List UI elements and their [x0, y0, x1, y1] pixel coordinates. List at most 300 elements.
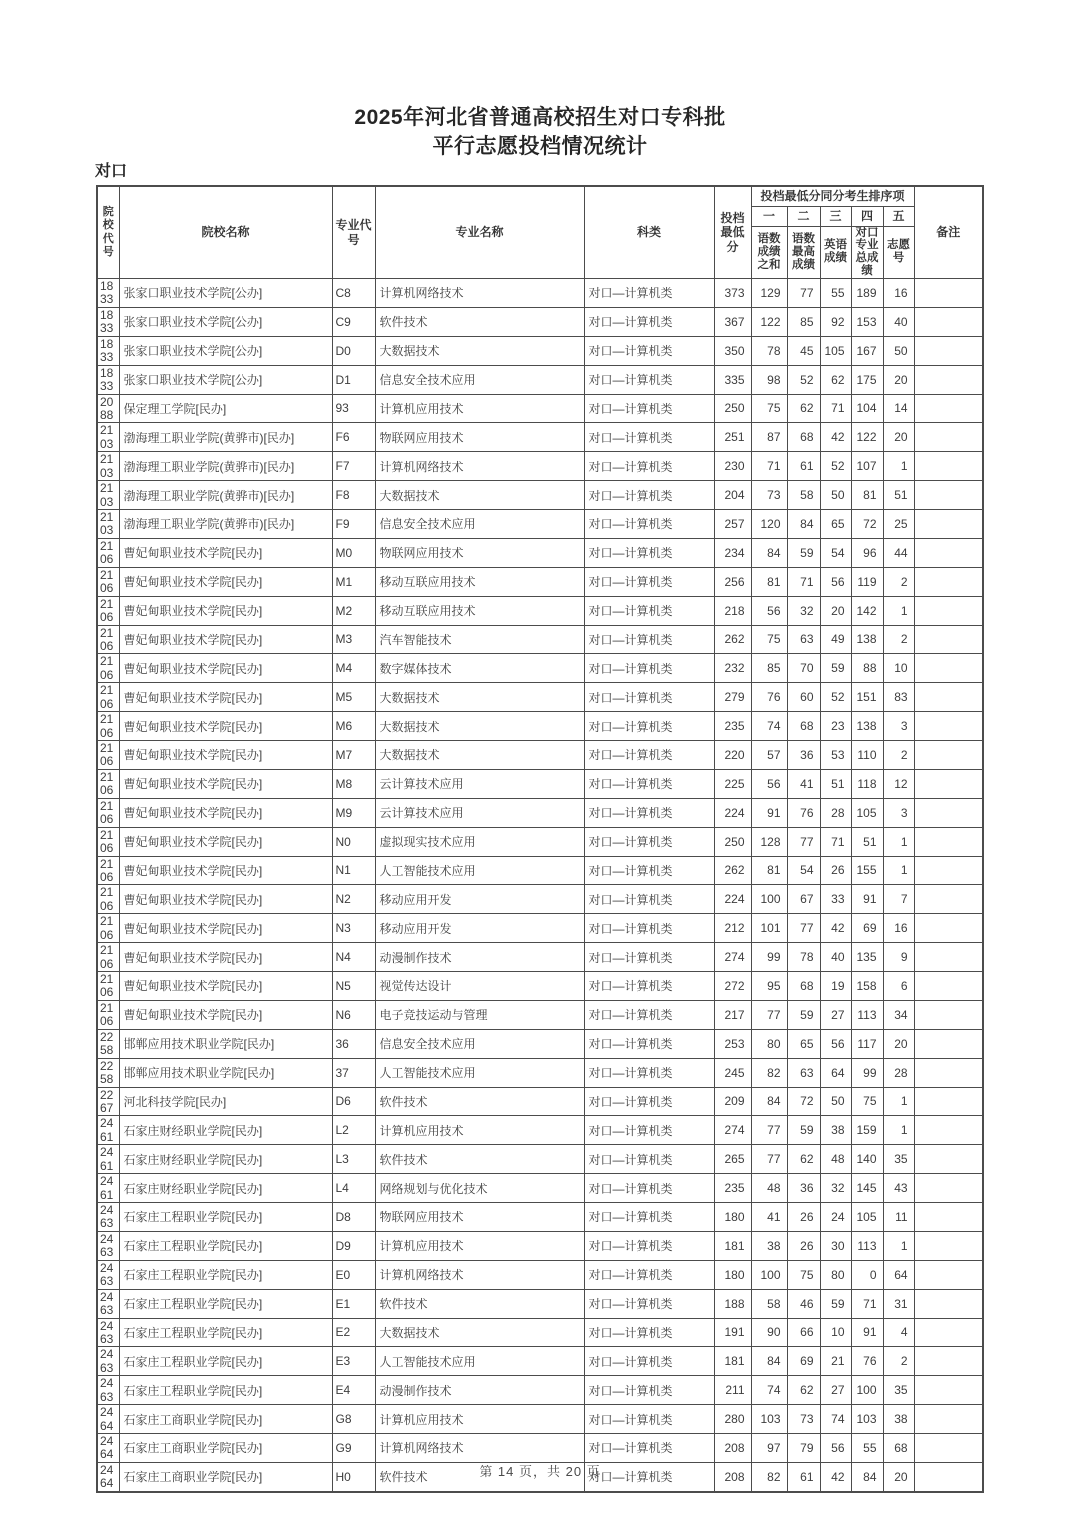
subject-category-cell: 对口—计算机类 — [584, 856, 714, 885]
min-score-cell: 208 — [714, 1434, 751, 1463]
remark-cell — [914, 365, 983, 394]
major-code-cell: M6 — [332, 712, 375, 741]
tiebreak-5-cell: 2 — [883, 1347, 914, 1376]
major-code-cell: M4 — [332, 654, 375, 683]
min-score-cell: 256 — [714, 567, 751, 596]
tiebreak-1-cell: 48 — [751, 1174, 787, 1203]
tiebreak-1-cell: 56 — [751, 596, 787, 625]
college-code-cell: 2106 — [97, 596, 119, 625]
remark-cell — [914, 481, 983, 510]
college-code-cell: 2088 — [97, 394, 119, 423]
tiebreak-2-cell: 59 — [787, 1116, 820, 1145]
tiebreak-3-cell: 65 — [820, 510, 851, 539]
min-score-cell: 218 — [714, 596, 751, 625]
major-name-cell: 大数据技术 — [375, 683, 584, 712]
page-title — [0, 103, 1080, 161]
subject-category-cell: 对口—计算机类 — [584, 1029, 714, 1058]
subject-category-cell: 对口—计算机类 — [584, 596, 714, 625]
subject-category-cell: 对口—计算机类 — [584, 1260, 714, 1289]
tiebreak-1-cell: 85 — [751, 654, 787, 683]
subject-category-cell: 对口—计算机类 — [584, 1087, 714, 1116]
tiebreak-1-cell: 84 — [751, 538, 787, 567]
subject-category-cell: 对口—计算机类 — [584, 683, 714, 712]
college-name-cell: 曹妃甸职业技术学院[民办] — [119, 683, 332, 712]
tiebreak-2-cell: 62 — [787, 394, 820, 423]
tiebreak-2-cell: 77 — [787, 914, 820, 943]
min-score-cell: 211 — [714, 1376, 751, 1405]
major-code-cell: 37 — [332, 1058, 375, 1087]
college-name-cell: 曹妃甸职业技术学院[民办] — [119, 625, 332, 654]
remark-cell — [914, 1318, 983, 1347]
major-name-cell: 动漫制作技术 — [375, 943, 584, 972]
college-name-cell: 石家庄工商职业学院[民办] — [119, 1462, 332, 1491]
tiebreak-5-cell: 16 — [883, 279, 914, 308]
college-code-cell: 2106 — [97, 654, 119, 683]
major-code-cell: 93 — [332, 394, 375, 423]
table-row — [97, 567, 983, 596]
tiebreak-4-cell: 151 — [851, 683, 883, 712]
min-score-cell: 181 — [714, 1347, 751, 1376]
tiebreak-4-cell: 145 — [851, 1174, 883, 1203]
header-tiebreak-5-num: 五 — [883, 206, 914, 226]
remark-cell — [914, 943, 983, 972]
college-name-cell: 曹妃甸职业技术学院[民办] — [119, 741, 332, 770]
min-score-cell: 251 — [714, 423, 751, 452]
tiebreak-4-cell: 135 — [851, 943, 883, 972]
subject-category-cell: 对口—计算机类 — [584, 510, 714, 539]
min-score-cell: 253 — [714, 1029, 751, 1058]
remark-cell — [914, 885, 983, 914]
major-name-cell: 人工智能技术应用 — [375, 1347, 584, 1376]
subject-category-cell: 对口—计算机类 — [584, 538, 714, 567]
header-college-name: 院校名称 — [119, 186, 332, 279]
college-name-cell: 石家庄工程职业学院[民办] — [119, 1318, 332, 1347]
tiebreak-2-cell: 68 — [787, 712, 820, 741]
college-name-cell: 曹妃甸职业技术学院[民办] — [119, 596, 332, 625]
remark-cell — [914, 972, 983, 1001]
remark-cell — [914, 1029, 983, 1058]
tiebreak-1-cell: 129 — [751, 279, 787, 308]
tiebreak-2-cell: 73 — [787, 1405, 820, 1434]
college-name-cell: 渤海理工职业学院(黄骅市)[民办] — [119, 510, 332, 539]
major-name-cell: 软件技术 — [375, 1289, 584, 1318]
remark-cell — [914, 567, 983, 596]
subject-category-cell: 对口—计算机类 — [584, 625, 714, 654]
min-score-cell: 234 — [714, 538, 751, 567]
tiebreak-2-cell: 70 — [787, 654, 820, 683]
major-name-cell: 移动互联应用技术 — [375, 567, 584, 596]
college-code-cell: 2463 — [97, 1289, 119, 1318]
tiebreak-2-cell: 61 — [787, 1462, 820, 1491]
major-name-cell: 大数据技术 — [375, 741, 584, 770]
tiebreak-4-cell: 189 — [851, 279, 883, 308]
college-code-cell: 2258 — [97, 1029, 119, 1058]
table-row — [97, 712, 983, 741]
tiebreak-1-cell: 73 — [751, 481, 787, 510]
tiebreak-2-cell: 59 — [787, 538, 820, 567]
min-score-cell: 217 — [714, 1000, 751, 1029]
tiebreak-5-cell: 51 — [883, 481, 914, 510]
college-code-cell: 2461 — [97, 1174, 119, 1203]
table-row — [97, 972, 983, 1001]
header-min-score: 投档最低分 — [714, 186, 751, 279]
min-score-cell: 191 — [714, 1318, 751, 1347]
table-row — [97, 1376, 983, 1405]
remark-cell — [914, 1116, 983, 1145]
major-name-cell: 信息安全技术应用 — [375, 510, 584, 539]
major-name-cell: 云计算技术应用 — [375, 769, 584, 798]
major-code-cell: F7 — [332, 452, 375, 481]
header-major-code: 专业代号 — [332, 186, 375, 279]
college-code-cell: 2106 — [97, 712, 119, 741]
table-row — [97, 856, 983, 885]
major-name-cell: 数字媒体技术 — [375, 654, 584, 683]
major-code-cell: M1 — [332, 567, 375, 596]
subject-category-cell: 对口—计算机类 — [584, 1376, 714, 1405]
tiebreak-3-cell: 23 — [820, 712, 851, 741]
tiebreak-1-cell: 91 — [751, 798, 787, 827]
major-code-cell: E0 — [332, 1260, 375, 1289]
tiebreak-3-cell: 33 — [820, 885, 851, 914]
tiebreak-3-cell: 105 — [820, 336, 851, 365]
tiebreak-4-cell: 104 — [851, 394, 883, 423]
tiebreak-1-cell: 41 — [751, 1203, 787, 1232]
remark-cell — [914, 683, 983, 712]
min-score-cell: 373 — [714, 279, 751, 308]
tiebreak-4-cell: 0 — [851, 1260, 883, 1289]
table-row — [97, 1000, 983, 1029]
college-name-cell: 张家口职业技术学院[公办] — [119, 307, 332, 336]
tiebreak-2-cell: 68 — [787, 972, 820, 1001]
tiebreak-1-cell: 81 — [751, 567, 787, 596]
table-row — [97, 1058, 983, 1087]
tiebreak-2-cell: 72 — [787, 1087, 820, 1116]
remark-cell — [914, 452, 983, 481]
major-name-cell: 大数据技术 — [375, 481, 584, 510]
remark-cell — [914, 336, 983, 365]
table-row — [97, 914, 983, 943]
subject-category-cell: 对口—计算机类 — [584, 567, 714, 596]
table-row — [97, 1087, 983, 1116]
tiebreak-3-cell: 42 — [820, 423, 851, 452]
tiebreak-5-cell: 1 — [883, 1231, 914, 1260]
major-code-cell: E4 — [332, 1376, 375, 1405]
remark-cell — [914, 307, 983, 336]
remark-cell — [914, 741, 983, 770]
subject-category-cell: 对口—计算机类 — [584, 279, 714, 308]
min-score-cell: 235 — [714, 712, 751, 741]
major-name-cell: 软件技术 — [375, 1145, 584, 1174]
college-code-cell: 2106 — [97, 943, 119, 972]
tiebreak-4-cell: 100 — [851, 1376, 883, 1405]
min-score-cell: 212 — [714, 914, 751, 943]
header-tiebreak-5-label: 志愿号 — [883, 226, 914, 279]
tiebreak-1-cell: 82 — [751, 1462, 787, 1491]
tiebreak-3-cell: 49 — [820, 625, 851, 654]
tiebreak-4-cell: 91 — [851, 1318, 883, 1347]
tiebreak-5-cell: 20 — [883, 1029, 914, 1058]
tiebreak-5-cell: 20 — [883, 365, 914, 394]
tiebreak-4-cell: 55 — [851, 1434, 883, 1463]
major-code-cell: L3 — [332, 1145, 375, 1174]
table-header — [97, 186, 983, 279]
college-code-cell: 2103 — [97, 510, 119, 539]
tiebreak-3-cell: 71 — [820, 394, 851, 423]
major-code-cell: M0 — [332, 538, 375, 567]
tiebreak-1-cell: 101 — [751, 914, 787, 943]
subject-category-cell: 对口—计算机类 — [584, 827, 714, 856]
tiebreak-3-cell: 20 — [820, 596, 851, 625]
remark-cell — [914, 712, 983, 741]
major-code-cell: N0 — [332, 827, 375, 856]
college-name-cell: 曹妃甸职业技术学院[民办] — [119, 856, 332, 885]
table-row — [97, 1174, 983, 1203]
college-code-cell: 1833 — [97, 279, 119, 308]
tiebreak-3-cell: 62 — [820, 365, 851, 394]
major-code-cell: C8 — [332, 279, 375, 308]
college-name-cell: 石家庄工程职业学院[民办] — [119, 1260, 332, 1289]
college-code-cell: 2464 — [97, 1462, 119, 1491]
subject-category-cell: 对口—计算机类 — [584, 423, 714, 452]
table-row — [97, 423, 983, 452]
tiebreak-1-cell: 98 — [751, 365, 787, 394]
tiebreak-2-cell: 52 — [787, 365, 820, 394]
subject-category-cell: 对口—计算机类 — [584, 769, 714, 798]
tiebreak-1-cell: 78 — [751, 336, 787, 365]
tiebreak-2-cell: 75 — [787, 1260, 820, 1289]
min-score-cell: 279 — [714, 683, 751, 712]
college-code-cell: 2103 — [97, 423, 119, 452]
subject-category-cell: 对口—计算机类 — [584, 1174, 714, 1203]
tiebreak-3-cell: 42 — [820, 914, 851, 943]
remark-cell — [914, 279, 983, 308]
college-name-cell: 曹妃甸职业技术学院[民办] — [119, 798, 332, 827]
min-score-cell: 350 — [714, 336, 751, 365]
major-code-cell: M9 — [332, 798, 375, 827]
college-code-cell: 2463 — [97, 1203, 119, 1232]
tiebreak-4-cell: 153 — [851, 307, 883, 336]
tiebreak-4-cell: 72 — [851, 510, 883, 539]
major-name-cell: 移动互联应用技术 — [375, 596, 584, 625]
min-score-cell: 262 — [714, 856, 751, 885]
tiebreak-3-cell: 42 — [820, 1462, 851, 1491]
header-college-code: 院校代号 — [97, 186, 119, 279]
table-row — [97, 279, 983, 308]
remark-cell — [914, 625, 983, 654]
table-row — [97, 798, 983, 827]
tiebreak-2-cell: 60 — [787, 683, 820, 712]
major-code-cell: E2 — [332, 1318, 375, 1347]
table-row — [97, 741, 983, 770]
tiebreak-5-cell: 38 — [883, 1405, 914, 1434]
major-code-cell: M7 — [332, 741, 375, 770]
subject-category-cell: 对口—计算机类 — [584, 1289, 714, 1318]
tiebreak-2-cell: 41 — [787, 769, 820, 798]
remark-cell — [914, 1058, 983, 1087]
major-code-cell: G9 — [332, 1434, 375, 1463]
college-code-cell: 2464 — [97, 1434, 119, 1463]
subject-category-cell: 对口—计算机类 — [584, 741, 714, 770]
tiebreak-3-cell: 26 — [820, 856, 851, 885]
table-row — [97, 885, 983, 914]
tiebreak-1-cell: 87 — [751, 423, 787, 452]
major-code-cell: M3 — [332, 625, 375, 654]
tiebreak-2-cell: 36 — [787, 741, 820, 770]
college-name-cell: 曹妃甸职业技术学院[民办] — [119, 914, 332, 943]
tiebreak-1-cell: 100 — [751, 1260, 787, 1289]
tiebreak-4-cell: 142 — [851, 596, 883, 625]
table-row — [97, 1347, 983, 1376]
tiebreak-3-cell: 54 — [820, 538, 851, 567]
tiebreak-1-cell: 75 — [751, 625, 787, 654]
tiebreak-4-cell: 71 — [851, 1289, 883, 1318]
min-score-cell: 245 — [714, 1058, 751, 1087]
tiebreak-2-cell: 32 — [787, 596, 820, 625]
tiebreak-2-cell: 67 — [787, 885, 820, 914]
tiebreak-4-cell: 138 — [851, 712, 883, 741]
remark-cell — [914, 1087, 983, 1116]
college-code-cell: 2106 — [97, 827, 119, 856]
header-tiebreak-4-label: 对口专业总成绩 — [851, 226, 883, 279]
min-score-cell: 274 — [714, 1116, 751, 1145]
table-row — [97, 394, 983, 423]
tiebreak-1-cell: 75 — [751, 394, 787, 423]
tiebreak-4-cell: 117 — [851, 1029, 883, 1058]
college-code-cell: 2106 — [97, 538, 119, 567]
tiebreak-4-cell: 118 — [851, 769, 883, 798]
tiebreak-1-cell: 95 — [751, 972, 787, 1001]
tiebreak-3-cell: 27 — [820, 1000, 851, 1029]
college-name-cell: 石家庄工程职业学院[民办] — [119, 1203, 332, 1232]
tiebreak-2-cell: 26 — [787, 1203, 820, 1232]
min-score-cell: 250 — [714, 827, 751, 856]
college-code-cell: 2463 — [97, 1347, 119, 1376]
table-row — [97, 1145, 983, 1174]
table-row — [97, 1029, 983, 1058]
tiebreak-4-cell: 91 — [851, 885, 883, 914]
min-score-cell: 235 — [714, 1174, 751, 1203]
subject-category-cell: 对口—计算机类 — [584, 394, 714, 423]
page-number: 第 14 页，共 20 页 — [479, 1464, 601, 1479]
tiebreak-3-cell: 64 — [820, 1058, 851, 1087]
table-row — [97, 336, 983, 365]
min-score-cell: 280 — [714, 1405, 751, 1434]
college-code-cell: 2103 — [97, 481, 119, 510]
tiebreak-5-cell: 83 — [883, 683, 914, 712]
tiebreak-5-cell: 64 — [883, 1260, 914, 1289]
page-title-line2: 平行志愿投档情况统计 — [432, 135, 648, 158]
major-name-cell: 计算机网络技术 — [375, 279, 584, 308]
table-row — [97, 596, 983, 625]
tiebreak-5-cell: 14 — [883, 394, 914, 423]
subject-category-cell: 对口—计算机类 — [584, 1462, 714, 1491]
college-name-cell: 石家庄财经职业学院[民办] — [119, 1145, 332, 1174]
subject-category-cell: 对口—计算机类 — [584, 1116, 714, 1145]
tiebreak-4-cell: 96 — [851, 538, 883, 567]
tiebreak-4-cell: 105 — [851, 1203, 883, 1232]
tiebreak-2-cell: 26 — [787, 1231, 820, 1260]
tiebreak-5-cell: 1 — [883, 1116, 914, 1145]
tiebreak-1-cell: 100 — [751, 885, 787, 914]
college-code-cell: 2106 — [97, 914, 119, 943]
college-code-cell: 2464 — [97, 1405, 119, 1434]
major-name-cell: 软件技术 — [375, 1087, 584, 1116]
tiebreak-4-cell: 51 — [851, 827, 883, 856]
subject-category-cell: 对口—计算机类 — [584, 972, 714, 1001]
college-name-cell: 曹妃甸职业技术学院[民办] — [119, 1000, 332, 1029]
tiebreak-4-cell: 159 — [851, 1116, 883, 1145]
tiebreak-3-cell: 50 — [820, 481, 851, 510]
tiebreak-1-cell: 82 — [751, 1058, 787, 1087]
tiebreak-1-cell: 74 — [751, 712, 787, 741]
subject-category-cell: 对口—计算机类 — [584, 798, 714, 827]
major-code-cell: N4 — [332, 943, 375, 972]
college-name-cell: 张家口职业技术学院[公办] — [119, 279, 332, 308]
major-name-cell: 人工智能技术应用 — [375, 1058, 584, 1087]
table-row — [97, 1405, 983, 1434]
major-name-cell: 信息安全技术应用 — [375, 1029, 584, 1058]
header-tiebreak-2-num: 二 — [787, 206, 820, 226]
tiebreak-4-cell: 122 — [851, 423, 883, 452]
tiebreak-5-cell: 43 — [883, 1174, 914, 1203]
college-code-cell: 2463 — [97, 1376, 119, 1405]
college-code-cell: 2106 — [97, 798, 119, 827]
tiebreak-4-cell: 110 — [851, 741, 883, 770]
remark-cell — [914, 1174, 983, 1203]
college-code-cell: 2463 — [97, 1231, 119, 1260]
tiebreak-5-cell: 35 — [883, 1376, 914, 1405]
college-name-cell: 曹妃甸职业技术学院[民办] — [119, 712, 332, 741]
tiebreak-2-cell: 61 — [787, 452, 820, 481]
remark-cell — [914, 510, 983, 539]
tiebreak-3-cell: 51 — [820, 769, 851, 798]
tiebreak-4-cell: 81 — [851, 481, 883, 510]
college-code-cell: 1833 — [97, 307, 119, 336]
major-name-cell: 计算机网络技术 — [375, 1434, 584, 1463]
major-name-cell: 计算机网络技术 — [375, 452, 584, 481]
college-name-cell: 曹妃甸职业技术学院[民办] — [119, 943, 332, 972]
tiebreak-3-cell: 24 — [820, 1203, 851, 1232]
college-code-cell: 2106 — [97, 769, 119, 798]
min-score-cell: 272 — [714, 972, 751, 1001]
tiebreak-3-cell: 21 — [820, 1347, 851, 1376]
subject-category-cell: 对口—计算机类 — [584, 452, 714, 481]
tiebreak-3-cell: 48 — [820, 1145, 851, 1174]
tiebreak-4-cell: 119 — [851, 567, 883, 596]
tiebreak-1-cell: 77 — [751, 1145, 787, 1174]
tiebreak-3-cell: 40 — [820, 943, 851, 972]
tiebreak-3-cell: 30 — [820, 1231, 851, 1260]
major-code-cell: 36 — [332, 1029, 375, 1058]
major-name-cell: 动漫制作技术 — [375, 1376, 584, 1405]
major-name-cell: 网络规划与优化技术 — [375, 1174, 584, 1203]
subject-category-cell: 对口—计算机类 — [584, 943, 714, 972]
tiebreak-5-cell: 1 — [883, 856, 914, 885]
tiebreak-1-cell: 71 — [751, 452, 787, 481]
college-name-cell: 邯郸应用技术职业学院[民办] — [119, 1029, 332, 1058]
tiebreak-3-cell: 10 — [820, 1318, 851, 1347]
major-name-cell: 物联网应用技术 — [375, 423, 584, 452]
tiebreak-2-cell: 71 — [787, 567, 820, 596]
subject-category-cell: 对口—计算机类 — [584, 1000, 714, 1029]
major-code-cell: M2 — [332, 596, 375, 625]
tiebreak-1-cell: 84 — [751, 1347, 787, 1376]
major-name-cell: 移动应用开发 — [375, 885, 584, 914]
table-row — [97, 1318, 983, 1347]
major-code-cell: H0 — [332, 1462, 375, 1491]
min-score-cell: 204 — [714, 481, 751, 510]
subject-category-cell: 对口—计算机类 — [584, 1347, 714, 1376]
